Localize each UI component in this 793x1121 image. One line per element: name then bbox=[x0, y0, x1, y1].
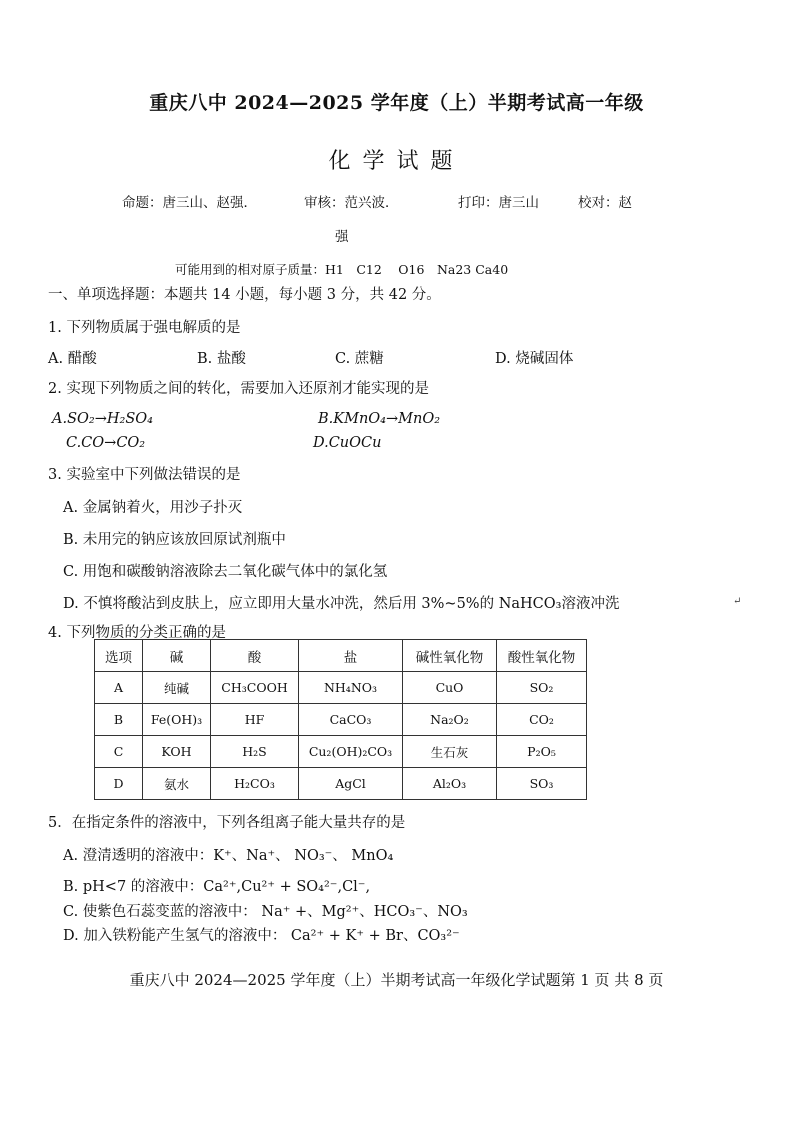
table-header-cell: 盐 bbox=[299, 640, 403, 672]
table-header-cell: 酸 bbox=[211, 640, 299, 672]
q2-option-d: D.CuOCu bbox=[313, 435, 382, 451]
table-cell: Cu₂(OH)₂CO₃ bbox=[299, 736, 403, 768]
table-cell: CH₃COOH bbox=[211, 672, 299, 704]
q1-stem: 1. 下列物质属于强电解质的是 bbox=[48, 320, 241, 336]
table-cell: NH₄NO₃ bbox=[299, 672, 403, 704]
table-row bbox=[95, 736, 587, 768]
q1-option-b: B. 盐酸 bbox=[197, 351, 246, 367]
section-heading: 一、单项选择题：本题共 14 小题，每小题 3 分，共 42 分。 bbox=[48, 287, 441, 303]
q5-stem: 5．在指定条件的溶液中，下列各组离子能大量共存的是 bbox=[48, 815, 406, 831]
table-row bbox=[95, 768, 587, 800]
q4-stem: 4. 下列物质的分类正确的是 bbox=[48, 625, 226, 641]
table-cell: P₂O₅ bbox=[497, 736, 587, 768]
table-row bbox=[95, 704, 587, 736]
q2-option-c: C.CO→CO₂ bbox=[66, 435, 146, 451]
q3-option-d: D. 不慎将酸沾到皮肤上，应立即用大量水冲洗，然后用 3%~5%的 NaHCO₃溶液冲洗 bbox=[63, 596, 620, 612]
q1-option-d: D. 烧碱固体 bbox=[495, 351, 574, 367]
table-cell: Fe(OH)₃ bbox=[143, 704, 211, 736]
q1-option-a: A. 醋酸 bbox=[48, 351, 97, 367]
q2-stem: 2. 实现下列物质之间的转化，需要加入还原剂才能实现的是 bbox=[48, 381, 429, 397]
table-header-cell: 酸性氧化物 bbox=[497, 640, 587, 672]
q3-option-b: B. 未用完的钠应该放回原试剂瓶中 bbox=[63, 532, 286, 548]
table-cell: H₂S bbox=[211, 736, 299, 768]
table-cell: SO₃ bbox=[497, 768, 587, 800]
table-cell: D bbox=[95, 768, 143, 800]
credit-printer: 打印：唐三山 bbox=[458, 195, 539, 211]
exam-title: 重庆八中 2024—2025 学年度（上）半期考试高一年级 bbox=[149, 92, 644, 114]
table-header-cell: 碱性氧化物 bbox=[403, 640, 497, 672]
table-cell: 生石灰 bbox=[403, 736, 497, 768]
q1-option-c: C. 蔗糖 bbox=[335, 351, 384, 367]
credit-reviewer: 审核：范兴波． bbox=[304, 195, 399, 211]
credit-proofreader-wrap: 强 bbox=[335, 229, 349, 245]
table-cell: Al₂O₃ bbox=[403, 768, 497, 800]
table-row bbox=[95, 672, 587, 704]
q3-option-c: C. 用饱和碳酸钠溶液除去二氧化碳气体中的氯化氢 bbox=[63, 564, 388, 580]
table-cell: 纯碱 bbox=[143, 672, 211, 704]
table-cell: 氨水 bbox=[143, 768, 211, 800]
q5-option-c: C. 使紫色石蕊变蓝的溶液中： Na⁺ +、Mg²⁺、HCO₃⁻、NO₃ bbox=[63, 904, 468, 920]
atomic-masses: 可能用到的相对原子质量：H1 C12 O16 Na23 Ca40 bbox=[175, 262, 509, 277]
table-cell: H₂CO₃ bbox=[211, 768, 299, 800]
q5-option-b: B. pH<7 的溶液中：Ca²⁺,Cu²⁺ + SO₄²⁻,Cl⁻, bbox=[63, 879, 371, 895]
table-cell: Na₂O₂ bbox=[403, 704, 497, 736]
page-footer: 重庆八中 2024—2025 学年度（上）半期考试高一年级化学试题第 1 页 共 8 页 bbox=[129, 971, 664, 989]
exam-subtitle: 化学试题 bbox=[328, 149, 465, 174]
credit-proofreader: 校对：赵 bbox=[578, 195, 632, 211]
classification-table bbox=[94, 639, 587, 800]
table-header-cell: 选项 bbox=[95, 640, 143, 672]
q5-option-d: D. 加入铁粉能产生氢气的溶液中： Ca²⁺ + K⁺ + Br、CO₃²⁻ bbox=[63, 928, 460, 944]
q3-stem: 3. 实验室中下列做法错误的是 bbox=[48, 467, 241, 483]
table-header-row bbox=[95, 640, 587, 672]
q3-option-a: A. 金属钠着火，用沙子扑灭 bbox=[63, 500, 243, 516]
table-cell: KOH bbox=[143, 736, 211, 768]
table-cell: CuO bbox=[403, 672, 497, 704]
q2-option-b: B.KMnO₄→MnO₂ bbox=[318, 411, 441, 427]
table-cell: A bbox=[95, 672, 143, 704]
table-cell: SO₂ bbox=[497, 672, 587, 704]
q2-option-a: A.SO₂→H₂SO₄ bbox=[52, 411, 153, 427]
table-cell: CaCO₃ bbox=[299, 704, 403, 736]
credit-author: 命题：唐三山、赵强． bbox=[122, 195, 257, 211]
table-cell: B bbox=[95, 704, 143, 736]
table-cell: HF bbox=[211, 704, 299, 736]
table-cell: C bbox=[95, 736, 143, 768]
paragraph-mark: ↵ bbox=[733, 596, 742, 607]
table-header-cell: 碱 bbox=[143, 640, 211, 672]
q5-option-a: A. 澄清透明的溶液中：K⁺、Na⁺、 NO₃⁻、 MnO₄ bbox=[63, 848, 394, 864]
table-cell: AgCl bbox=[299, 768, 403, 800]
table-cell: CO₂ bbox=[497, 704, 587, 736]
